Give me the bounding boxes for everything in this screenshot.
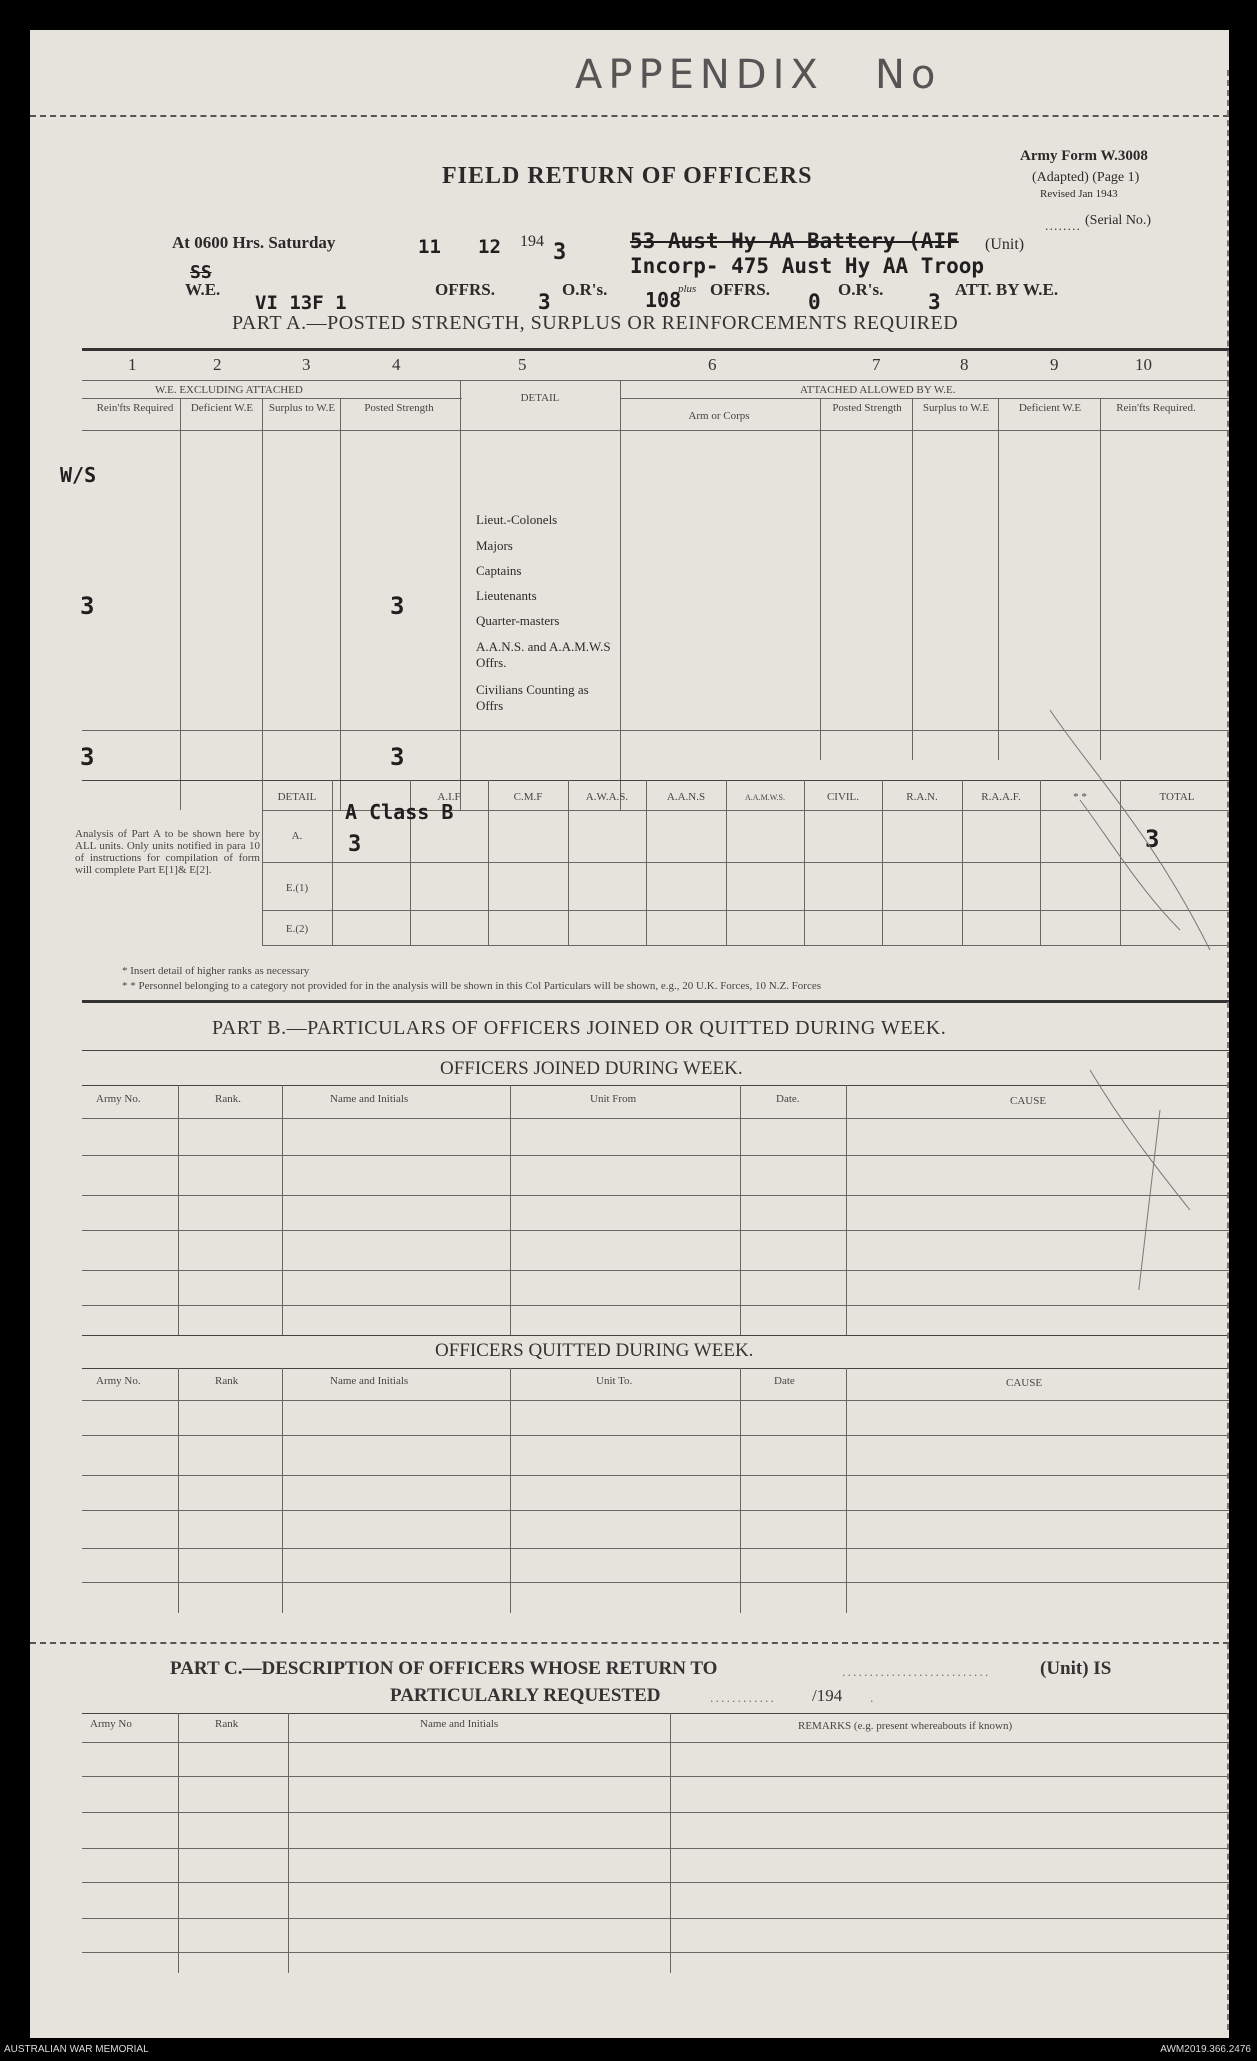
offrs-value: 3 bbox=[538, 290, 551, 314]
year-prefix: 194 bbox=[520, 233, 544, 250]
quitted-hdr-unit-to: Unit To. bbox=[596, 1375, 633, 1387]
plus-label: plus bbox=[678, 283, 697, 295]
analysis-typed-value: 3 bbox=[348, 832, 362, 857]
we-excluding-attached: W.E. EXCLUDING ATTACHED bbox=[155, 384, 303, 396]
total-posted-value: 3 bbox=[390, 743, 405, 771]
part-c-hdr-name: Name and Initials bbox=[420, 1718, 499, 1730]
analysis-hdr-other: * * bbox=[1073, 791, 1087, 803]
ors-value: 108 bbox=[645, 288, 682, 312]
analysis-hdr-total: TOTAL bbox=[1159, 791, 1195, 803]
posted-strength-value: 3 bbox=[390, 592, 405, 620]
joined-hdr-rank: Rank. bbox=[215, 1093, 241, 1105]
unit-label: (Unit) bbox=[985, 236, 1025, 253]
form-revised: Revised Jan 1943 bbox=[1040, 188, 1118, 200]
offrs2-label: OFFRS. bbox=[710, 280, 770, 299]
hdr-reinf2: Rein'fts Required. bbox=[1116, 402, 1196, 414]
rank-lt-col: Lieut.-Colonels bbox=[476, 512, 558, 527]
quitted-hdr-army-no: Army No. bbox=[96, 1375, 141, 1387]
reinf-required-value: 3 bbox=[80, 592, 95, 620]
ors-label: O.R's. bbox=[562, 280, 608, 299]
joined-hdr-unit-from: Unit From bbox=[590, 1093, 637, 1105]
joined-hdr-cause: CAUSE bbox=[1010, 1095, 1047, 1107]
part-a-title: PART A.—POSTED STRENGTH, SURPLUS OR REINFORCEMENTS REQUIRED bbox=[232, 312, 959, 334]
form-number: Army Form W.3008 bbox=[1020, 148, 1148, 164]
form-adapted: (Adapted) (Page 1) bbox=[1032, 170, 1140, 185]
incorp-typed: Incorp- 475 Aust Hy AA Troop bbox=[630, 254, 985, 278]
day-value: 11 bbox=[418, 236, 441, 258]
top-perforation-line bbox=[30, 115, 1229, 117]
col-num-10: 10 bbox=[1135, 355, 1152, 374]
footnote-2: * * Personnel belonging to a category not provided for in the analysis will be shown in this Col Particulars will be shown, e.g., 20 U.K. Forces, 10 N.Z. Forces bbox=[122, 980, 822, 992]
ws-typed: W/S bbox=[60, 463, 97, 487]
analysis-hdr-raaf: R.A.A.F. bbox=[981, 791, 1021, 803]
year-digit: 3 bbox=[553, 240, 567, 265]
month-value: 12 bbox=[478, 236, 501, 258]
we-label: W.E. bbox=[185, 280, 221, 299]
hdr-surplus2: Surplus to W.E bbox=[922, 402, 990, 414]
total-reinf-value: 3 bbox=[80, 743, 95, 771]
analysis-hdr-aans: A.A.N.S bbox=[666, 791, 706, 803]
part-c-date-suffix: /194 bbox=[812, 1686, 843, 1705]
we-struck-typed: SS bbox=[190, 262, 212, 283]
part-a-rule bbox=[82, 348, 1229, 351]
rank-captains: Captains bbox=[476, 563, 522, 578]
quitted-hdr-cause: CAUSE bbox=[1006, 1377, 1043, 1389]
footer-right: AWM2019.366.2476 bbox=[1160, 2044, 1251, 2055]
part-c-hdr-rank: Rank bbox=[215, 1718, 239, 1730]
analysis-hdr-aamws: A.A.M.W.S. bbox=[745, 793, 785, 802]
joined-hdr-date: Date. bbox=[776, 1093, 800, 1105]
part-c-line1: PART C.—DESCRIPTION OF OFFICERS WHOSE RETURN TO bbox=[170, 1658, 718, 1679]
rank-quartermasters: Quarter-masters bbox=[476, 613, 560, 628]
serial-label: (Serial No.) bbox=[1085, 213, 1152, 228]
serial-dots: ........ bbox=[1045, 220, 1081, 233]
col-num-8: 8 bbox=[960, 355, 969, 374]
col-num-6: 6 bbox=[708, 355, 717, 374]
col-num-2: 2 bbox=[213, 355, 222, 374]
rank-majors: Majors bbox=[476, 538, 513, 553]
footnote-1: * Insert detail of higher ranks as necessary bbox=[122, 965, 310, 977]
analysis-total-value: 3 bbox=[1145, 825, 1160, 853]
hdr-surplus: Surplus to W.E bbox=[268, 402, 336, 414]
unit-typed: 53 Aust Hy AA Battery (AIF bbox=[630, 229, 959, 253]
part-c-hdr-army-no: Army No bbox=[90, 1718, 132, 1730]
form-sheet: APPENDIX No FIELD RETURN OF OFFICERS Army Form W.3008 (Adapted) (Page 1) Revised Jan 1943 ........ (Serial No.) At 0600 Hrs. Saturday 11 12 194 3 53 Aust Hy AA Battery (AIF (Unit) Incorp- 475 Aust Hy AA Troop W.E. SS VI 13F 1 OFFRS. 3 O.R's. 108 plus OFFRS. 0 O.R's. 3 ATT. BY W.E. PART A.—POSTED STRENGTH, SURPLUS OR REINFORCEMENTS REQUIRED 1 2 3 4 5 6 7 8 9 10 W.E. EXCLUDING ATTACHED ATTACHED ALLOWED BY W.E. Rein'fts Required Deficient W.E Surplus to W.E Posted Strength DETAIL Arm or Corps Posted Strength Surplus to W.E Deficient W.E Rein'fts Required. W/S Lieut.-Colonels Majors Captains Lieutenants Quarter-masters A.A.N.S. and A.A.M.W.S Offrs. Civilians Counting as Offrs 3 3 3 3 Analysis of Part A to be shown here by ALL units. Only units notified in para 10 of instructions for compilation of form will complete Part E[1]& E[2]. DETAIL A.I.F C.M.F A.W.A.S. A.A.N.S A.A.M.W.S. CIVIL. R.A.N. R.A.A.F. * * TOTAL A. E.(1) E.(2) A Class B 3 3 * Insert detail of higher ranks as necessary * * Personnel belonging to a category not provided for in the analysis will be shown in this Col Particulars will be shown, e.g., 20 U.K. Forces, 10 N.Z. Forces PART B.—PARTICULARS OF OFFICERS JOINED OR QUITTED DURING WEEK. OFFICERS JOINED DURING WEEK. Army No. Rank. Name and Initials Unit From Date. CAUSE OFFICERS QUITTED DURING WEEK. Army No. Rank Name and Initials Unit To. Date CAUSE PART C.—DESCRIPTION OF OFFICERS WHOSE RETURN TO ........................... (Unit) IS PARTICULARLY REQUESTED ............ /194 . Army No Rank Name and Initials REMARKS (e.g. present whereabouts if known) bbox=[30, 30, 1229, 2038]
form-title: FIELD RETURN OF OFFICERS bbox=[442, 163, 813, 189]
analysis-note: Analysis of Part A to be shown here by ALL units. Only units notified in para 10 of instructions for compilation of form will complete Part E[1]& E[2]. bbox=[75, 828, 260, 876]
joined-hdr-army-no: Army No. bbox=[96, 1093, 141, 1105]
hdr-posted: Posted Strength bbox=[364, 402, 434, 414]
analysis-hdr-awas: A.W.A.S. bbox=[585, 791, 629, 803]
col-num-7: 7 bbox=[872, 355, 881, 374]
joined-title: OFFICERS JOINED DURING WEEK. bbox=[440, 1058, 743, 1079]
rank-civilians: Civilians Counting as Offrs bbox=[476, 682, 589, 713]
analysis-typed-class: A Class B bbox=[345, 800, 454, 824]
analysis-row-e2: E.(2) bbox=[285, 923, 309, 935]
hdr-reinf: Rein'fts Required bbox=[96, 402, 174, 414]
analysis-hdr-cmf: C.M.F bbox=[513, 791, 543, 803]
ors2-value: 3 bbox=[928, 290, 941, 314]
col-num-4: 4 bbox=[392, 355, 401, 374]
part-c-unit-is: (Unit) IS bbox=[1040, 1658, 1112, 1679]
ors2-label: O.R's. bbox=[838, 280, 884, 299]
joined-hdr-name: Name and Initials bbox=[330, 1093, 409, 1105]
at-hours-label: At 0600 Hrs. Saturday bbox=[172, 233, 336, 252]
col-num-1: 1 bbox=[128, 355, 137, 374]
footer-left: AUSTRALIAN WAR MEMORIAL bbox=[4, 2044, 149, 2055]
offrs2-value: 0 bbox=[808, 290, 821, 314]
part-c-hdr-remarks: REMARKS (e.g. present whereabouts if known) bbox=[798, 1720, 1013, 1732]
part-c-line2: PARTICULARLY REQUESTED bbox=[390, 1685, 661, 1706]
col-num-5: 5 bbox=[518, 355, 527, 374]
offrs-label: OFFRS. bbox=[435, 280, 495, 299]
hdr-posted2: Posted Strength bbox=[832, 402, 902, 414]
part-c-unit-dots: ........................... bbox=[842, 1666, 991, 1679]
analysis-hdr-civil: CIVIL. bbox=[826, 791, 860, 803]
quitted-title: OFFICERS QUITTED DURING WEEK. bbox=[435, 1340, 754, 1361]
quitted-hdr-rank: Rank bbox=[215, 1375, 239, 1387]
appendix-no-handwritten: No bbox=[875, 52, 942, 98]
analysis-hdr-detail: DETAIL bbox=[277, 791, 317, 803]
hdr-deficient: Deficient W.E bbox=[190, 402, 254, 414]
hdr-arm: Arm or Corps bbox=[688, 410, 750, 422]
attached-allowed: ATTACHED ALLOWED BY W.E. bbox=[800, 384, 956, 396]
analysis-row-a: A. bbox=[291, 830, 303, 842]
crease-line bbox=[1030, 690, 1229, 1290]
we-typed: VI 13F 1 bbox=[255, 292, 347, 314]
part-c-perforation bbox=[30, 1642, 1229, 1644]
col-num-9: 9 bbox=[1050, 355, 1059, 374]
rank-aans: A.A.N.S. and A.A.M.W.S Offrs. bbox=[476, 639, 611, 670]
col-num-3: 3 bbox=[302, 355, 311, 374]
part-b-title: PART B.—PARTICULARS OF OFFICERS JOINED OR QUITTED DURING WEEK. bbox=[212, 1017, 947, 1039]
appendix-handwritten: APPENDIX bbox=[575, 52, 824, 98]
hdr-deficient2: Deficient W.E bbox=[1018, 402, 1082, 414]
hdr-detail: DETAIL bbox=[520, 392, 560, 404]
analysis-hdr-aif: A.I.F bbox=[437, 791, 461, 803]
part-c-date-dots: ............ bbox=[710, 1692, 776, 1705]
analysis-hdr-ran: R.A.N. bbox=[906, 791, 938, 803]
quitted-hdr-name: Name and Initials bbox=[330, 1375, 409, 1387]
rank-lieutenants: Lieutenants bbox=[476, 588, 537, 603]
analysis-row-e1: E.(1) bbox=[285, 882, 309, 894]
quitted-hdr-date: Date bbox=[774, 1375, 795, 1387]
att-label: ATT. BY W.E. bbox=[955, 280, 1059, 299]
